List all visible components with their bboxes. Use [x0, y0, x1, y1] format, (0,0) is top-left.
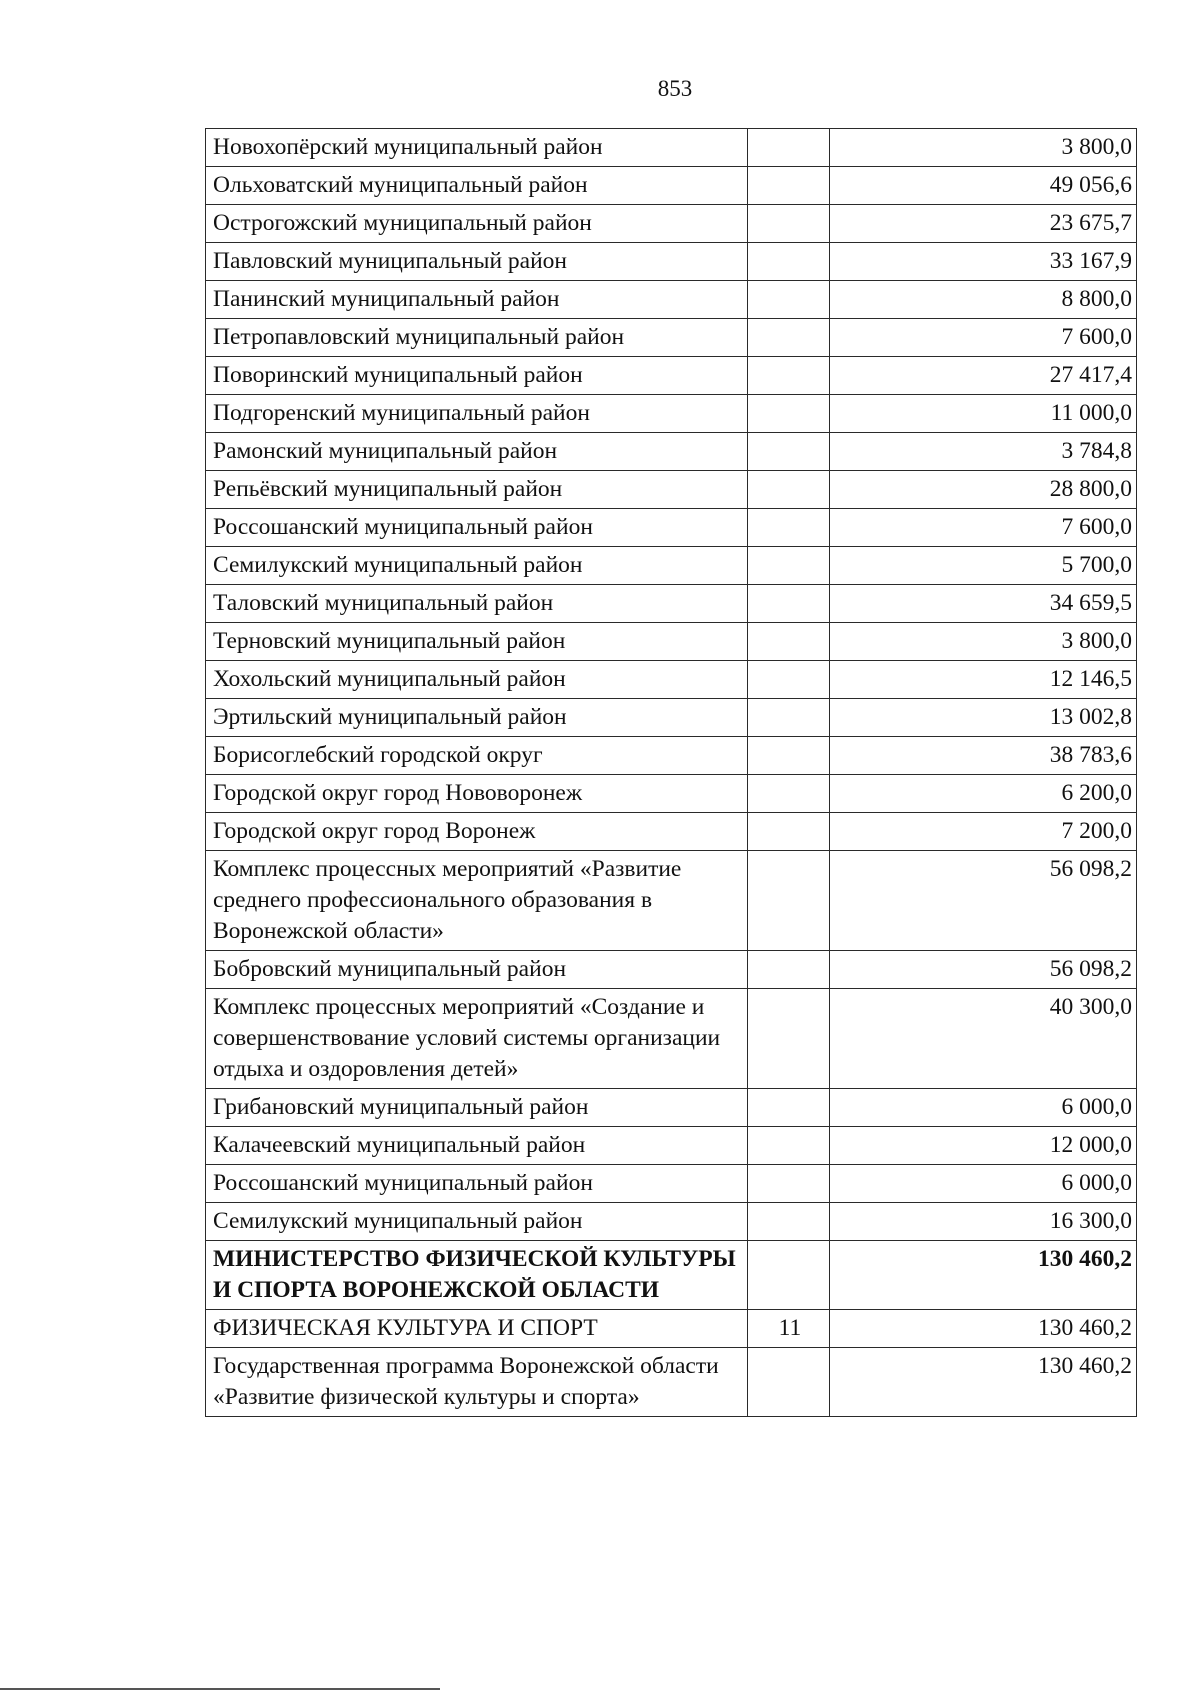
row-amount: 7 600,0 — [830, 319, 1137, 357]
row-amount: 23 675,7 — [830, 205, 1137, 243]
row-name: Подгоренский муниципальный район — [206, 395, 748, 433]
table-row — [206, 243, 1137, 281]
row-code — [748, 319, 830, 357]
table-row — [206, 281, 1137, 319]
budget-table — [205, 128, 1137, 1417]
row-code — [748, 243, 830, 281]
row-name: Городской округ город Воронеж — [206, 813, 748, 851]
row-amount: 49 056,6 — [830, 167, 1137, 205]
table-row — [206, 585, 1137, 623]
table-row — [206, 661, 1137, 699]
row-name: Ольховатский муниципальный район — [206, 167, 748, 205]
row-code — [748, 205, 830, 243]
row-code — [748, 129, 830, 167]
row-code — [748, 699, 830, 737]
table-row — [206, 1203, 1137, 1241]
row-name: Грибановский муниципальный район — [206, 1089, 748, 1127]
row-code — [748, 661, 830, 699]
table-row — [206, 951, 1137, 989]
row-name: Комплекс процессных мероприятий «Создание и совершенствование условий системы организации отдыха и оздоровления детей» — [206, 989, 748, 1089]
row-amount: 28 800,0 — [830, 471, 1137, 509]
row-name: МИНИСТЕРСТВО ФИЗИЧЕСКОЙ КУЛЬТУРЫ И СПОРТА ВОРОНЕЖСКОЙ ОБЛАСТИ — [206, 1241, 748, 1310]
row-name: Россошанский муниципальный район — [206, 1165, 748, 1203]
table-row — [206, 989, 1137, 1089]
table-row-ministry — [206, 1241, 1137, 1310]
row-code — [748, 623, 830, 661]
row-code — [748, 737, 830, 775]
table-row — [206, 1127, 1137, 1165]
table-row — [206, 775, 1137, 813]
table-row — [206, 167, 1137, 205]
row-name: Таловский муниципальный район — [206, 585, 748, 623]
row-code — [748, 471, 830, 509]
row-amount: 6 200,0 — [830, 775, 1137, 813]
row-name: Петропавловский муниципальный район — [206, 319, 748, 357]
row-amount: 130 460,2 — [830, 1348, 1137, 1417]
table-row — [206, 547, 1137, 585]
row-name: Рамонский муниципальный район — [206, 433, 748, 471]
row-amount: 56 098,2 — [830, 851, 1137, 951]
row-amount: 8 800,0 — [830, 281, 1137, 319]
row-amount: 12 000,0 — [830, 1127, 1137, 1165]
row-name: Калачеевский муниципальный район — [206, 1127, 748, 1165]
row-code — [748, 281, 830, 319]
row-code — [748, 775, 830, 813]
row-code — [748, 585, 830, 623]
row-name: Семилукский муниципальный район — [206, 1203, 748, 1241]
row-amount: 3 800,0 — [830, 129, 1137, 167]
row-code — [748, 167, 830, 205]
row-amount: 7 600,0 — [830, 509, 1137, 547]
row-amount: 27 417,4 — [830, 357, 1137, 395]
row-amount: 130 460,2 — [830, 1310, 1137, 1348]
row-code — [748, 951, 830, 989]
table-row — [206, 851, 1137, 951]
row-name: Панинский муниципальный район — [206, 281, 748, 319]
row-name: Городской округ город Нововоронеж — [206, 775, 748, 813]
table-row — [206, 623, 1137, 661]
row-code — [748, 433, 830, 471]
table-row — [206, 737, 1137, 775]
row-amount: 56 098,2 — [830, 951, 1137, 989]
table-row — [206, 1165, 1137, 1203]
row-name: ФИЗИЧЕСКАЯ КУЛЬТУРА И СПОРТ — [206, 1310, 748, 1348]
table-row — [206, 319, 1137, 357]
table-row — [206, 1089, 1137, 1127]
row-name: Государственная программа Воронежской области «Развитие физической культуры и спорта» — [206, 1348, 748, 1417]
row-name: Павловский муниципальный район — [206, 243, 748, 281]
row-code — [748, 851, 830, 951]
footer-rule — [0, 1688, 440, 1690]
row-amount: 12 146,5 — [830, 661, 1137, 699]
row-amount: 3 800,0 — [830, 623, 1137, 661]
row-name: Бобровский муниципальный район — [206, 951, 748, 989]
row-name: Терновский муниципальный район — [206, 623, 748, 661]
table-row — [206, 699, 1137, 737]
table-row — [206, 813, 1137, 851]
table-row — [206, 357, 1137, 395]
row-amount: 33 167,9 — [830, 243, 1137, 281]
row-amount: 3 784,8 — [830, 433, 1137, 471]
row-code — [748, 1089, 830, 1127]
row-name: Эртильский муниципальный район — [206, 699, 748, 737]
row-name: Новохопёрский муниципальный район — [206, 129, 748, 167]
table-row — [206, 433, 1137, 471]
row-amount: 6 000,0 — [830, 1165, 1137, 1203]
row-name: Поворинский муниципальный район — [206, 357, 748, 395]
row-code — [748, 813, 830, 851]
row-code — [748, 547, 830, 585]
page-number: 853 — [657, 76, 693, 101]
row-code — [748, 1348, 830, 1417]
row-code — [748, 1241, 830, 1310]
row-code — [748, 989, 830, 1089]
row-amount: 38 783,6 — [830, 737, 1137, 775]
row-amount: 7 200,0 — [830, 813, 1137, 851]
table-row — [206, 129, 1137, 167]
row-name: Репьёвский муниципальный район — [206, 471, 748, 509]
row-code — [748, 509, 830, 547]
table-row — [206, 1310, 1137, 1348]
row-code — [748, 395, 830, 433]
row-code: 11 — [748, 1310, 830, 1348]
row-amount: 5 700,0 — [830, 547, 1137, 585]
table-row — [206, 1348, 1137, 1417]
row-name: Борисоглебский городской округ — [206, 737, 748, 775]
row-amount: 6 000,0 — [830, 1089, 1137, 1127]
row-code — [748, 357, 830, 395]
table-row — [206, 509, 1137, 547]
row-code — [748, 1127, 830, 1165]
row-amount: 130 460,2 — [830, 1241, 1137, 1310]
row-code — [748, 1203, 830, 1241]
row-amount: 11 000,0 — [830, 395, 1137, 433]
table-row — [206, 395, 1137, 433]
row-code — [748, 1165, 830, 1203]
row-amount: 34 659,5 — [830, 585, 1137, 623]
row-name: Россошанский муниципальный район — [206, 509, 748, 547]
table-row — [206, 205, 1137, 243]
row-amount: 16 300,0 — [830, 1203, 1137, 1241]
row-name: Хохольский муниципальный район — [206, 661, 748, 699]
table-row — [206, 471, 1137, 509]
row-name: Комплекс процессных мероприятий «Развитие среднего профессионального образования в Воронежской области» — [206, 851, 748, 951]
row-amount: 13 002,8 — [830, 699, 1137, 737]
row-name: Семилукский муниципальный район — [206, 547, 748, 585]
row-amount: 40 300,0 — [830, 989, 1137, 1089]
row-name: Острогожский муниципальный район — [206, 205, 748, 243]
